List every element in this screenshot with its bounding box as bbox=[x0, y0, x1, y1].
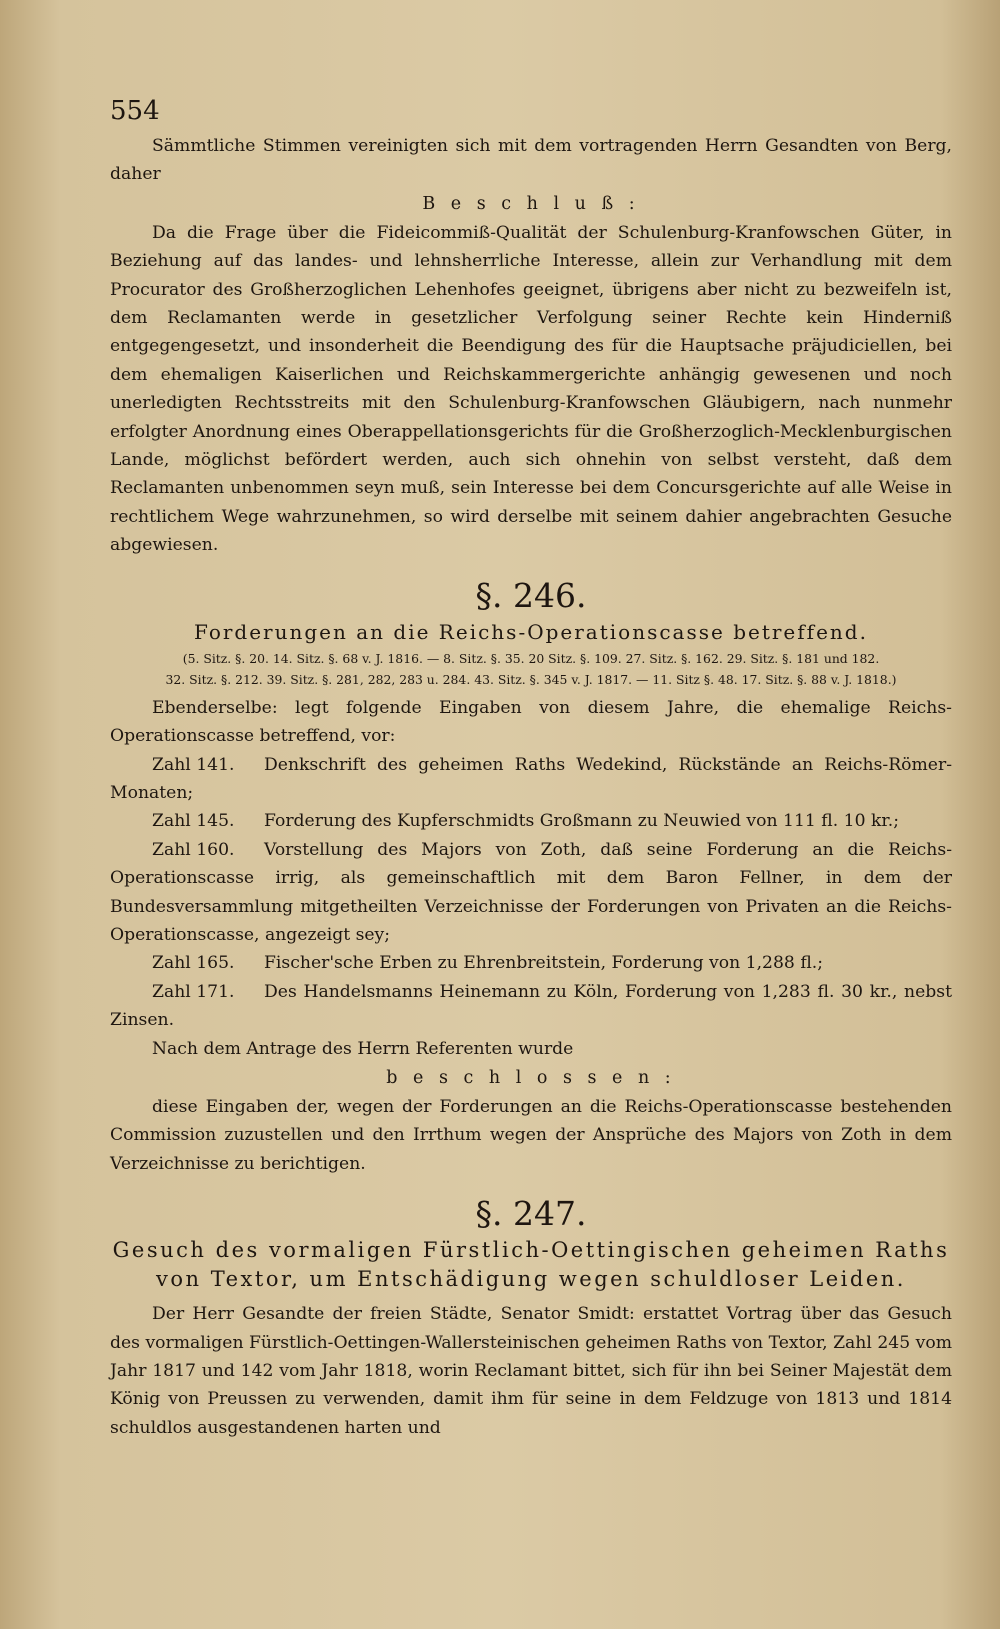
entry-text: Vorstellung des Majors von Zoth, daß seine Forderung an die Reichs-Operationscasse irrig, als gemeinschaftlich mit dem Baron Fellner, in dem der Bundesversammlung mitgetheilten Verzeichnisse der Forderungen von Privaten an die Reichs-Operationscasse, angezeigt sey; bbox=[110, 839, 952, 945]
list-item bbox=[110, 751, 952, 808]
section-246-decision: diese Eingaben der, wegen der Forderungen an die Reichs-Operationscasse bestehenden Commission zuzustellen und den Irrthum wegen der Ansprüche des Majors von Zoth in dem Verzeichnisse zu berichtigen. bbox=[110, 1096, 952, 1174]
list-item bbox=[110, 836, 952, 950]
beschlossen-heading: b e s c h l o s s e n : bbox=[386, 1067, 676, 1088]
list-item bbox=[110, 807, 952, 835]
motion-text: Nach dem Antrage des Herrn Referenten wurde bbox=[152, 1038, 574, 1059]
entry-text: Denkschrift des geheimen Raths Wedekind, Rückstände an Reichs-Römer-Monaten; bbox=[110, 754, 952, 803]
list-item bbox=[110, 978, 952, 1035]
page-number: 554 bbox=[110, 96, 160, 126]
section-247-number: §. 247. bbox=[475, 1194, 587, 1234]
entry-number: Zahl 145. bbox=[152, 811, 235, 832]
entry-number: Zahl 160. bbox=[152, 839, 235, 860]
beschluss-heading: B e s c h l u ß : bbox=[422, 193, 640, 214]
section-246-references bbox=[110, 648, 952, 690]
entry-number: Zahl 171. bbox=[152, 981, 235, 1002]
section-246-opening: Ebenderselbe: legt folgende Eingaben von diesem Jahre, die ehemalige Reichs-Operationscasse betreffend, vor: bbox=[110, 697, 952, 747]
section-246-number: §. 246. bbox=[475, 575, 587, 615]
section-246-title: Forderungen an die Reichs-Operationscasse betreffend. bbox=[194, 619, 868, 644]
decision-paragraph: Da die Frage über die Fideicommiß-Qualität der Schulenburg-Kranfowschen Güter, in Beziehung auf das landes- und lehnsherrliche Interesse, allein zur Verhandlung mit dem Procurator des Großherzoglichen Lehenhofes geeignet, übrigens aber nicht zu bezweifeln ist, dem Reclamanten werde in gesetzlicher Verfolgung seiner Rechte kein Hinderniß entgegengesetzt, und insonderheit die Beendigung des für die Hauptsache präjudiciellen, bei dem ehemaligen Kaiserlichen und Reichskammergerichte anhängig gewesenen und noch unerledigten Rechtsstreits mit den Schulenburg-Kranfowschen Gläubigern, nach nunmehr erfolgter Anordnung eines Oberappellationsgerichts für die Großherzoglich-Mecklenburgischen Lande, möglichst befördert werden, auch sich ohnehin von selbst versteht, daß dem Reclamanten unbenommen seyn muß, sein Interesse bei dem Concursgerichte auf alle Weise in rechtlichem Wege wahrzunehmen, so wird derselbe mit seinem dahier angebrachten Gesuche abgewiesen. bbox=[110, 222, 952, 556]
entry-number: Zahl 141. bbox=[152, 754, 235, 775]
section-247-title: Gesuch des vormaligen Fürstlich-Oettingischen geheimen Raths von Textor, um Entschädigung wegen schuldloser Leiden. bbox=[112, 1238, 950, 1292]
entry-number: Zahl 165. bbox=[152, 953, 235, 974]
references-line-2: 32. Sitz. §. 212. 39. Sitz. §. 281, 282, 283 u. 284. 43. Sitz. §. 345 v. J. 1817. — 11. Sitz §. 48. 17. Sitz. §. 88 v. J. 1818.) bbox=[165, 671, 897, 687]
entry-text: Fischer'sche Erben zu Ehrenbreitstein, Forderung von 1,288 fl.; bbox=[264, 953, 824, 974]
section-247-body: Der Herr Gesandte der freien Städte, Senator Smidt: erstattet Vortrag über das Gesuch des vormaligen Fürstlich-Oettingen-Wallersteinischen geheimen Raths von Textor, Zahl 245 vom Jahr 1817 und 142 vom Jahr 1818, worin Reclamant bittet, sich für ihn bei Seiner Majestät dem König von Preussen zu verwenden, damit ihm für seine in dem Feldzuge von 1813 und 1814 schuldlos ausgestandenen harten und bbox=[110, 1304, 952, 1438]
intro-paragraph: Sämmtliche Stimmen vereinigten sich mit dem vortragenden Herrn Gesandten von Berg, daher bbox=[110, 136, 952, 185]
entry-text: Forderung des Kupferschmidts Großmann zu Neuwied von 111 fl. 10 kr.; bbox=[264, 811, 900, 832]
entry-text: Des Handelsmanns Heinemann zu Köln, Forderung von 1,283 fl. 30 kr., nebst Zinsen. bbox=[110, 981, 952, 1031]
entry-list bbox=[110, 751, 952, 1035]
list-item bbox=[110, 949, 952, 977]
references-line-1: (5. Sitz. §. 20. 14. Sitz. §. 68 v. J. 1816. — 8. Sitz. §. 35. 20 Sitz. §. 109. 27. Sitz. §. 162. 29. Sitz. §. 181 und 182. bbox=[182, 650, 880, 666]
